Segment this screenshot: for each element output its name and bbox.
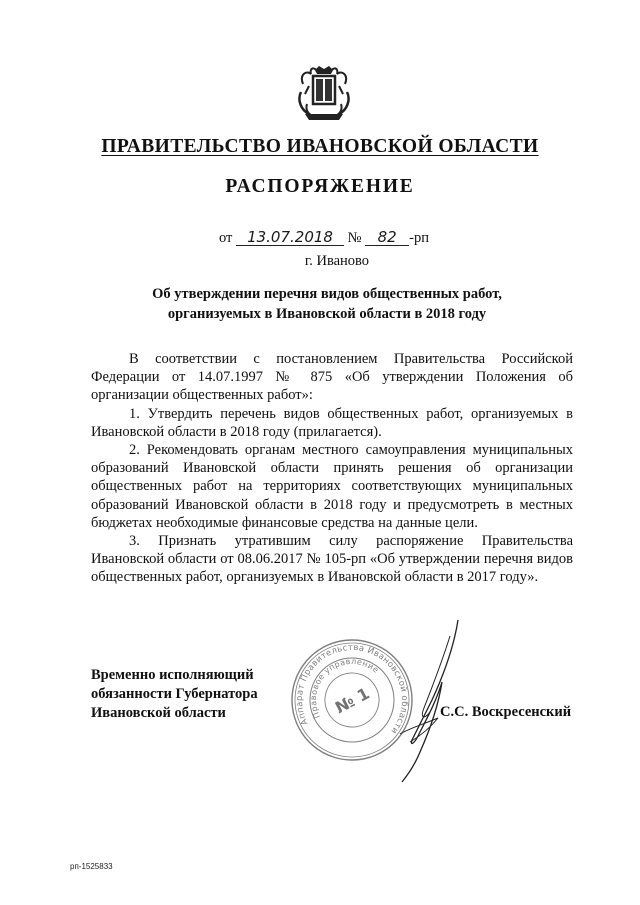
document-date: 13.07.2018 [236, 229, 344, 246]
handwritten-signature-icon [380, 616, 470, 786]
registration-line [219, 229, 429, 247]
stamp-center-number: № 1 [331, 683, 373, 718]
signer-position-line-1: Временно исполняющий [91, 667, 254, 683]
signer-position [91, 666, 258, 723]
stamp-inner-text: Правовое управление [308, 656, 381, 720]
document-body [91, 350, 573, 587]
signer-position-line-3: Ивановской области [91, 705, 226, 721]
body-preamble: В соответствии с постановлением Правительства Российской Федерации от 14.07.1997 № 875 «Об утверждении Положения об организации общественных работ»: [91, 351, 573, 404]
coat-of-arms-icon [295, 64, 353, 122]
subject-line-1: Об утверждении перечня видов общественных работ, [152, 286, 502, 302]
signer-name: С.С. Воскресенский [440, 704, 572, 720]
document-subject [0, 284, 640, 324]
number-suffix: -рп [409, 230, 429, 246]
number-label: № [347, 230, 362, 246]
document-code: рп-1525833 [70, 862, 113, 871]
body-item-2: 2. Рекомендовать органам местного самоуправления муниципальных образований Ивановской области принять решения об организации общественных работ на территориях соответствующих муниципальных образований Ивановской области в 2018 году и предусмотреть в местных бюджетах необходимые финансовые средства на данные цели. [91, 442, 573, 531]
subject-line-2: организуемых в Ивановской области в 2018 году [167, 306, 487, 322]
signer-position-line-2: обязанности Губернатора [91, 686, 258, 702]
city-line: г. Иваново [304, 253, 370, 269]
organization-title: ПРАВИТЕЛЬСТВО ИВАНОВСКОЙ ОБЛАСТИ [101, 136, 539, 157]
stamp-ring-text: Аппарат Правительства Ивановской области [294, 642, 410, 736]
body-item-1: 1. Утвердить перечень видов общественных работ, организуемых в Ивановской области в 2018 году (прилагается). [91, 405, 573, 440]
date-prefix: от [219, 230, 233, 246]
document-number: 82 [365, 229, 409, 246]
document-type-heading: РАСПОРЯЖЕНИЕ [225, 176, 415, 197]
body-item-3: 3. Признать утратившим силу распоряжение Правительства Ивановской области от 08.06.2017 № 105-рп «Об утверждении перечня видов общественных работ, организуемых в Ивановской области в 2017 году». [91, 533, 573, 586]
